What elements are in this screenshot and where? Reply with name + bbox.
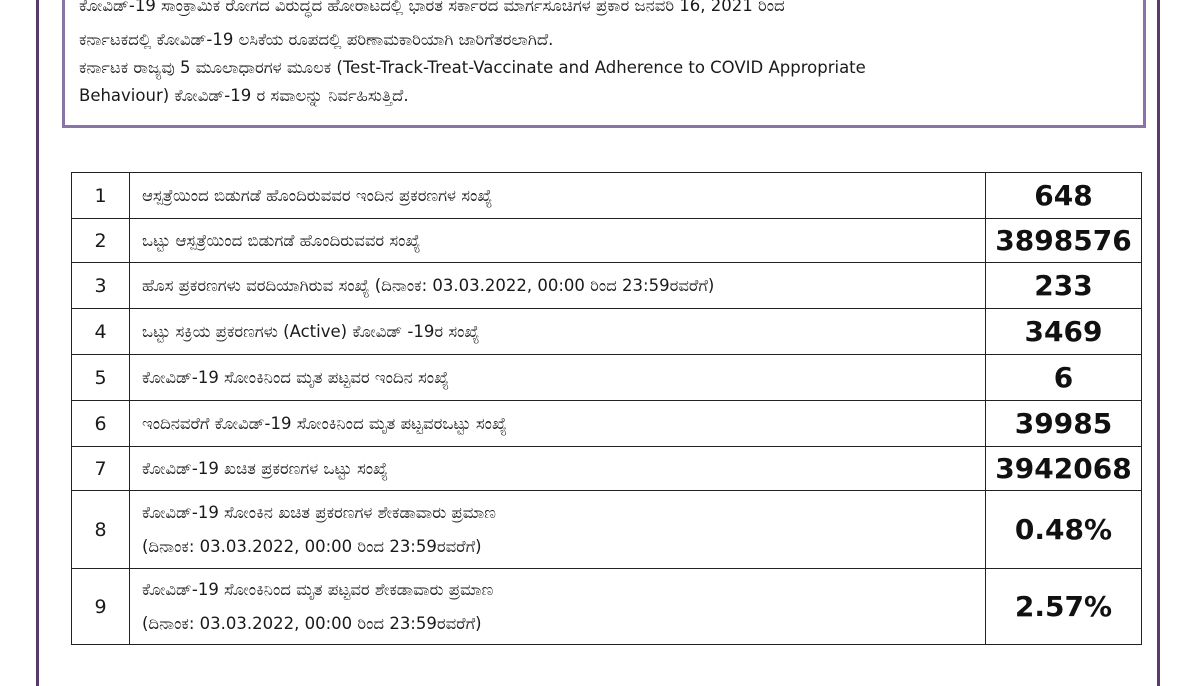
- row-value: 0.48%: [986, 491, 1142, 569]
- row-number: 3: [72, 263, 130, 309]
- row-number: 4: [72, 309, 130, 355]
- row-number: 1: [72, 173, 130, 219]
- table-row: [72, 401, 1142, 447]
- table-row: [72, 355, 1142, 401]
- row-description: ಇಂದಿನವರೆಗೆ ಕೋವಿಡ್‌-19 ಸೋಂಕಿನಿಂದ ಮೃತ ಪಟ್ಟವರಒಟ್ಟು ಸಂಖ್ಯೆ: [130, 401, 986, 447]
- row-number: 8: [72, 491, 130, 569]
- row-description: ಒಟ್ಟು ಆಸ್ಪತ್ರೆಯಿಂದ ಬಿಡುಗಡೆ ಹೊಂದಿರುವವರ ಸಂಖ್ಯೆ: [130, 219, 986, 263]
- row-description: [130, 569, 986, 645]
- row-description-main: ಕೋವಿಡ್‌-19 ಸೋಂಕಿನ ಖಚಿತ ಪ್ರಕರಣಗಳ ಶೇಕಡಾವಾರು ಪ್ರಮಾಣ: [142, 502, 496, 522]
- row-description-date-range: (ದಿನಾಂಕ: 03.03.2022, 00:00 ರಿಂದ 23:59ರವರೆಗೆ): [142, 613, 482, 633]
- row-description-main: ಕೋವಿಡ್‌-19 ಸೋಂಕಿನಿಂದ ಮೃತ ಪಟ್ಟವರ ಶೇಕಡಾವಾರು ಪ್ರಮಾಣ: [142, 579, 494, 599]
- row-description: ಆಸ್ಪತ್ರೆಯಿಂದ ಬಿಡುಗಡೆ ಹೊಂದಿರುವವರ ಇಂದಿನ ಪ್ರಕರಣಗಳ ಸಂಖ್ಯೆ: [130, 173, 986, 219]
- intro-line-4: Behaviour) ಕೋವಿಡ್‌-19 ರ ಸವಾಲನ್ನು ನಿರ್ವಹಿಸುತ್ತಿದೆ.: [79, 86, 409, 105]
- row-description: ಹೊಸ ಪ್ರಕರಣಗಳು ವರದಿಯಾಗಿರುವ ಸಂಖ್ಯೆ (ದಿನಾಂಕ: 03.03.2022, 00:00 ರಿಂದ 23:59ರವರೆಗೆ): [130, 263, 986, 309]
- table-row: [72, 173, 1142, 219]
- row-description: ಕೋವಿಡ್‌-19 ಖಚಿತ ಪ್ರಕರಣಗಳ ಒಟ್ಟು ಸಂಖ್ಯೆ: [130, 447, 986, 491]
- row-number: 5: [72, 355, 130, 401]
- intro-line-1: ಕೋವಿಡ್‌-19 ಸಾಂಕ್ರಾಮಿಕ ರೋಗದ ವಿರುದ್ಧದ ಹೋರಾಟದಲ್ಲಿ ಭಾರತ ಸರ್ಕಾರದ ಮಾರ್ಗಸೂಚಿಗಳ ಪ್ರಕಾರ ಜನವರಿ 16, 2021 ರಿಂದ: [79, 0, 785, 15]
- row-description: ಒಟ್ಟು ಸಕ್ರಿಯ ಪ್ರಕರಣಗಳು (Active) ಕೋವಿಡ್‌ -19ರ ಸಂಖ್ಯೆ: [130, 309, 986, 355]
- row-value: 6: [986, 355, 1142, 401]
- row-number: 7: [72, 447, 130, 491]
- row-value: 233: [986, 263, 1142, 309]
- table-row: [72, 569, 1142, 645]
- row-value: 3898576: [986, 219, 1142, 263]
- row-description: [130, 491, 986, 569]
- row-number: 2: [72, 219, 130, 263]
- intro-box: [62, 0, 1146, 128]
- row-number: 9: [72, 569, 130, 645]
- covid-stats-table: [71, 172, 1142, 645]
- table-row: [72, 263, 1142, 309]
- intro-line-2: ಕರ್ನಾಟಕದಲ್ಲಿ ಕೋವಿಡ್‌-19 ಲಸಿಕೆಯ ರೂಪದಲ್ಲಿ ಪರಿಣಾಮಕಾರಿಯಾಗಿ ಜಾರಿಗೆತರಲಾಗಿದೆ.: [79, 30, 554, 49]
- row-description-date-range: (ದಿನಾಂಕ: 03.03.2022, 00:00 ರಿಂದ 23:59ರವರೆಗೆ): [142, 536, 482, 556]
- table-row: [72, 491, 1142, 569]
- row-value: 39985: [986, 401, 1142, 447]
- row-value: 3469: [986, 309, 1142, 355]
- row-description: ಕೋವಿಡ್‌-19 ಸೋಂಕಿನಿಂದ ಮೃತ ಪಟ್ಟವರ ಇಂದಿನ ಸಂಖ್ಯೆ: [130, 355, 986, 401]
- row-value: 3942068: [986, 447, 1142, 491]
- intro-line-3: ಕರ್ನಾಟಕ ರಾಜ್ಯವು 5 ಮೂಲಾಧಾರಗಳ ಮೂಲಕ (Test-Track-Treat-Vaccinate and Adherence to COVID Appropriate: [79, 58, 866, 77]
- table-row: [72, 309, 1142, 355]
- table-row: [72, 219, 1142, 263]
- row-value: 648: [986, 173, 1142, 219]
- row-number: 6: [72, 401, 130, 447]
- row-value: 2.57%: [986, 569, 1142, 645]
- table-row: [72, 447, 1142, 491]
